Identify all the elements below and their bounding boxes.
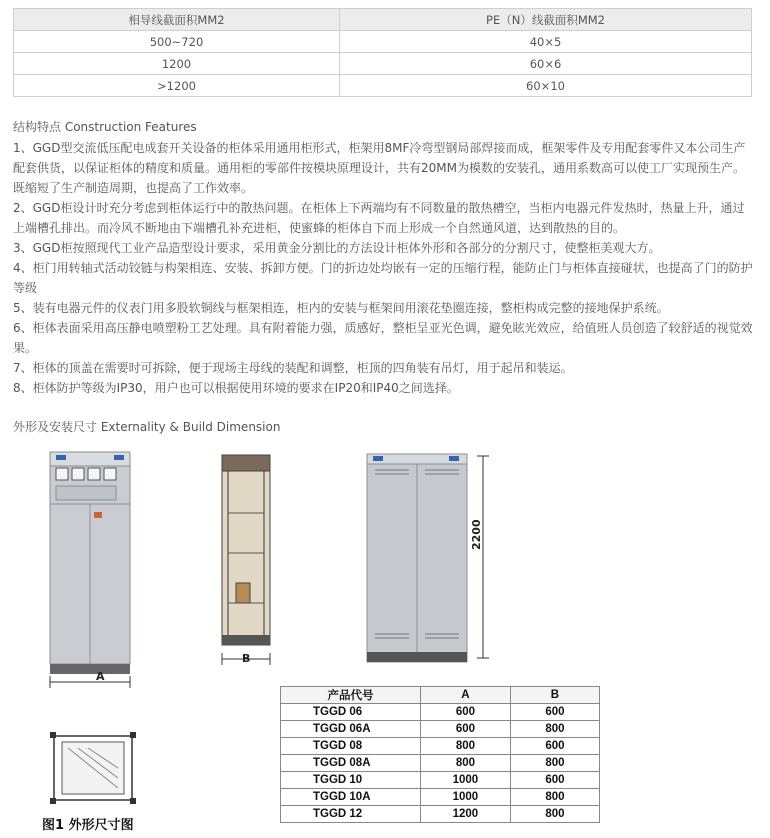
table-row bbox=[14, 31, 752, 53]
table-cell: 600 bbox=[510, 738, 599, 755]
header-b: B bbox=[510, 687, 599, 704]
table-cell: 1200 bbox=[420, 806, 510, 823]
table-row bbox=[281, 789, 600, 806]
cabinet-rear-illustration bbox=[365, 452, 495, 667]
dimension-b-label: B bbox=[242, 652, 251, 665]
header-product-code: 产品代号 bbox=[281, 687, 421, 704]
table-cell: TGGD 06 bbox=[281, 704, 421, 721]
table-cell: 60×6 bbox=[340, 53, 752, 75]
table-row bbox=[281, 721, 600, 738]
cabinet-frame-illustration bbox=[218, 453, 274, 665]
table-cell: 800 bbox=[510, 806, 599, 823]
table-cell: 600 bbox=[420, 704, 510, 721]
table-cell: 1000 bbox=[420, 789, 510, 806]
header-phase-wire: 相导线截面积MM2 bbox=[14, 9, 340, 31]
table-cell: TGGD 06A bbox=[281, 721, 421, 738]
feature-item: 2、GGD柜设计时充分考虑到柜体运行中的散热问题。在柜体上下两端均有不同数量的散热槽空，当柜内电器元件发热时，热量上升，通过上端槽孔排出。而冷风不断地由下端槽孔补充进柜，使蜜蜂的柜体自下而上形成一个自然通风道，达到散热的目的。 bbox=[13, 201, 745, 235]
table-row bbox=[281, 806, 600, 823]
table-row bbox=[281, 704, 600, 721]
table-cell: 60×10 bbox=[340, 75, 752, 97]
base-plan-illustration bbox=[48, 730, 138, 806]
table-cell: 800 bbox=[510, 755, 599, 772]
product-dimension-table bbox=[280, 686, 600, 823]
table-cell: TGGD 12 bbox=[281, 806, 421, 823]
feature-item: 8、柜体防护等级为IP30，用户也可以根据使用环境的要求在IP20和IP40之间选择。 bbox=[13, 381, 459, 395]
feature-item: 4、柜门用转轴式活动铰链与构架相连、安装、拆卸方便。门的折边处均嵌有一定的压缩行程，能防止门与柜体直接碰状，也提高了门的防护等级 bbox=[13, 261, 753, 295]
figure-caption: 图1 外形尺寸图 bbox=[42, 818, 134, 833]
feature-item: 5、装有电器元件的仪表门用多股软铜线与框架相连，柜内的安装与框架间用滚花垫圈连接，整柜构成完整的接地保护系统。 bbox=[13, 301, 669, 315]
construction-features bbox=[13, 138, 755, 398]
table-cell: 800 bbox=[510, 789, 599, 806]
table-cell: 1000 bbox=[420, 772, 510, 789]
feature-item: 7、柜体的顶盖在需要时可拆除，便于现场主母线的装配和调整，柜顶的四角装有吊灯，用于起吊和装运。 bbox=[13, 361, 573, 375]
dimension-height-label: 2200 bbox=[470, 519, 483, 550]
table-row bbox=[14, 75, 752, 97]
table-cell: TGGD 08 bbox=[281, 738, 421, 755]
table-cell: 500~720 bbox=[14, 31, 340, 53]
table-cell: 600 bbox=[420, 721, 510, 738]
table-header-row bbox=[14, 9, 752, 31]
feature-item: 1、GGD型交流低压配电成套开关设备的柜体采用通用柜形式，柜架用8MF冷弯型钢局部焊接而成，框架零件及专用配套零件又本公司生产配套供货，以保证柜体的精度和质量。通用柜的零部件按模块原理设计，共有20MM为模数的安装孔，通用系数高可以使工厂实现预生产。既缩短了生产制造周期，也提高了工作效率。 bbox=[13, 141, 746, 195]
cabinet-front-illustration bbox=[48, 450, 134, 688]
table-cell: 1200 bbox=[14, 53, 340, 75]
table-row bbox=[14, 53, 752, 75]
feature-item: 3、GGD柜按照现代工业产品造型设计要求，采用黄金分割比的方法设计柜体外形和各部分的分割尺寸，使整柜美观大方。 bbox=[13, 241, 661, 255]
feature-item: 6、柜体表面采用高压静电喷塑粉工艺处理。具有附着能力强，质感好，整柜呈亚光色调，避免眩光效应，给值班人员创造了较舒适的视觉效果。 bbox=[13, 321, 753, 355]
table-row bbox=[281, 755, 600, 772]
table-cell: TGGD 10A bbox=[281, 789, 421, 806]
wire-section-table bbox=[13, 8, 752, 97]
table-cell: 600 bbox=[510, 704, 599, 721]
table-cell: TGGD 08A bbox=[281, 755, 421, 772]
construction-title: 结构特点 Construction Features bbox=[13, 120, 197, 134]
table-cell: 600 bbox=[510, 772, 599, 789]
dimension-title: 外形及安装尺寸 Externality & Build Dimension bbox=[13, 420, 281, 434]
table-cell: 800 bbox=[420, 738, 510, 755]
table-cell: >1200 bbox=[14, 75, 340, 97]
table-header-row bbox=[281, 687, 600, 704]
header-a: A bbox=[420, 687, 510, 704]
header-pe-wire: PE（N）线截面积MM2 bbox=[340, 9, 752, 31]
table-row bbox=[281, 772, 600, 789]
table-cell: 40×5 bbox=[340, 31, 752, 53]
table-cell: 800 bbox=[420, 755, 510, 772]
table-row bbox=[281, 738, 600, 755]
dimension-a-label: A bbox=[96, 670, 105, 683]
table-cell: TGGD 10 bbox=[281, 772, 421, 789]
table-cell: 800 bbox=[510, 721, 599, 738]
